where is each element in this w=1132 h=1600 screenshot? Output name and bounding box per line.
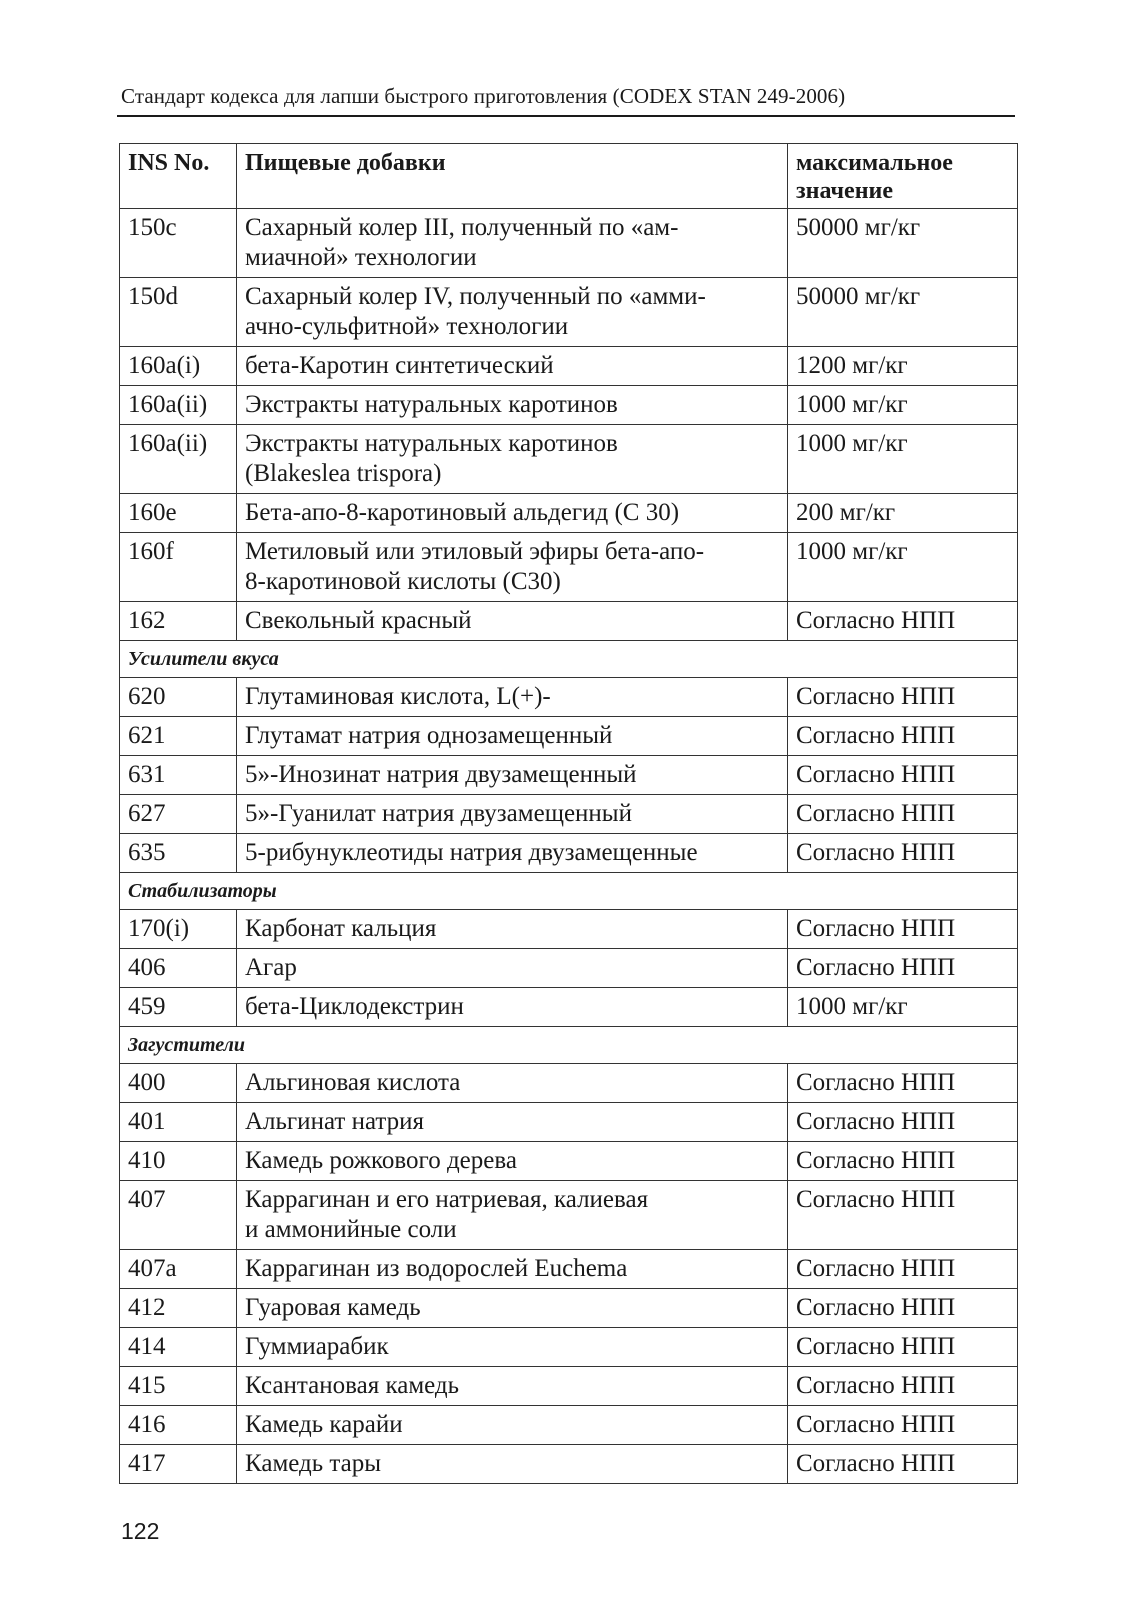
max-value-cell: Согласно НПП [788, 1181, 1018, 1250]
ins-number-cell: 407 [120, 1181, 237, 1250]
ins-number-cell: 150d [120, 278, 237, 347]
additive-name-cell: Свекольный красный [237, 602, 788, 641]
table-row [120, 949, 1018, 988]
ins-number-cell: 406 [120, 949, 237, 988]
max-value-cell: Согласно НПП [788, 602, 1018, 641]
column-header-food-additives: Пищевые добавки [237, 144, 788, 209]
ins-number-cell: 459 [120, 988, 237, 1027]
table-row [120, 209, 1018, 278]
max-value-cell: Согласно НПП [788, 756, 1018, 795]
ins-number-cell: 410 [120, 1142, 237, 1181]
ins-number-cell: 412 [120, 1289, 237, 1328]
table-row [120, 1142, 1018, 1181]
table-row [120, 910, 1018, 949]
table-row [120, 834, 1018, 873]
max-value-cell: Согласно НПП [788, 678, 1018, 717]
additive-name-cell: Каррагинан и его натриевая, калиевая и аммонийные соли [237, 1181, 788, 1250]
max-value-cell: Согласно НПП [788, 1103, 1018, 1142]
additive-name-cell: Камедь тары [237, 1445, 788, 1484]
max-value-cell: 1000 мг/кг [788, 533, 1018, 602]
additive-name-cell: Экстракты натуральных каротинов (Blakeslea trispora) [237, 425, 788, 494]
max-value-cell: Согласно НПП [788, 1064, 1018, 1103]
table-row [120, 795, 1018, 834]
max-value-cell: 200 мг/кг [788, 494, 1018, 533]
max-value-cell: 1000 мг/кг [788, 386, 1018, 425]
additive-name-cell: Камедь рожкового дерева [237, 1142, 788, 1181]
table-row [120, 533, 1018, 602]
additive-name-cell: Гуммиарабик [237, 1328, 788, 1367]
additive-name-cell: Альгиновая кислота [237, 1064, 788, 1103]
ins-number-cell: 417 [120, 1445, 237, 1484]
column-header-max-value: максимальное значение [788, 144, 1018, 209]
max-value-cell: Согласно НПП [788, 1406, 1018, 1445]
additive-name-cell: 5»-Инозинат натрия двузамещенный [237, 756, 788, 795]
additive-name-cell: бета-Циклодекстрин [237, 988, 788, 1027]
max-value-cell: Согласно НПП [788, 910, 1018, 949]
ins-number-cell: 160a(i) [120, 347, 237, 386]
additive-name-cell: 5»-Гуанилат натрия двузамещенный [237, 795, 788, 834]
ins-number-cell: 627 [120, 795, 237, 834]
max-value-cell: 50000 мг/кг [788, 278, 1018, 347]
ins-number-cell: 635 [120, 834, 237, 873]
table-row [120, 1250, 1018, 1289]
table-row [120, 347, 1018, 386]
ins-number-cell: 631 [120, 756, 237, 795]
table-row [120, 1064, 1018, 1103]
additive-name-cell: Бета-апо-8-каротиновый альдегид (С 30) [237, 494, 788, 533]
section-heading: Усилители вкуса [120, 641, 1018, 678]
additive-name-cell: Карбонат кальция [237, 910, 788, 949]
section-row [120, 873, 1018, 910]
additive-name-cell: Сахарный колер IV, полученный по «амми- ачно-сульфитной» технологии [237, 278, 788, 347]
max-value-cell: Согласно НПП [788, 795, 1018, 834]
table-row [120, 1328, 1018, 1367]
max-value-cell: Согласно НПП [788, 1142, 1018, 1181]
food-additives-table [119, 143, 1018, 1484]
max-value-cell: Согласно НПП [788, 834, 1018, 873]
table-row [120, 1289, 1018, 1328]
table-row [120, 678, 1018, 717]
ins-number-cell: 401 [120, 1103, 237, 1142]
ins-number-cell: 160a(ii) [120, 425, 237, 494]
table-row [120, 386, 1018, 425]
max-value-cell: Согласно НПП [788, 949, 1018, 988]
ins-number-cell: 414 [120, 1328, 237, 1367]
additive-name-cell: Глутаминовая кислота, L(+)- [237, 678, 788, 717]
table-row [120, 1445, 1018, 1484]
max-value-cell: Согласно НПП [788, 1445, 1018, 1484]
table-row [120, 425, 1018, 494]
additive-name-cell: Камедь карайи [237, 1406, 788, 1445]
ins-number-cell: 621 [120, 717, 237, 756]
additive-name-cell: Метиловый или этиловый эфиры бета-апо- 8-каротиновой кислоты (С30) [237, 533, 788, 602]
table-row [120, 1406, 1018, 1445]
ins-number-cell: 416 [120, 1406, 237, 1445]
section-heading: Загустители [120, 1027, 1018, 1064]
table-row [120, 717, 1018, 756]
ins-number-cell: 160e [120, 494, 237, 533]
page-number: 122 [121, 1518, 160, 1544]
additive-name-cell: Гуаровая камедь [237, 1289, 788, 1328]
max-value-cell: 50000 мг/кг [788, 209, 1018, 278]
additive-name-cell: Экстракты натуральных каротинов [237, 386, 788, 425]
table-row [120, 278, 1018, 347]
table-row [120, 494, 1018, 533]
additive-name-cell: Агар [237, 949, 788, 988]
max-value-cell: Согласно НПП [788, 717, 1018, 756]
ins-number-cell: 162 [120, 602, 237, 641]
ins-number-cell: 415 [120, 1367, 237, 1406]
running-header: Стандарт кодекса для лапши быстрого приготовления (CODEX STAN 249-2006) [121, 84, 846, 108]
additive-name-cell: Каррагинан из водорослей Euchema [237, 1250, 788, 1289]
table-row [120, 756, 1018, 795]
ins-number-cell: 407a [120, 1250, 237, 1289]
table-row [120, 1367, 1018, 1406]
additive-name-cell: Сахарный колер III, полученный по «ам- миачной» технологии [237, 209, 788, 278]
ins-number-cell: 620 [120, 678, 237, 717]
table-header [120, 144, 1018, 209]
additive-name-cell: Ксантановая камедь [237, 1367, 788, 1406]
column-header-ins-no: INS No. [120, 144, 237, 209]
max-value-cell: 1200 мг/кг [788, 347, 1018, 386]
additive-name-cell: 5-рибунуклеотиды натрия двузамещенные [237, 834, 788, 873]
max-value-cell: Согласно НПП [788, 1289, 1018, 1328]
additive-name-cell: Глутамат натрия однозамещенный [237, 717, 788, 756]
ins-number-cell: 170(i) [120, 910, 237, 949]
table-row [120, 988, 1018, 1027]
ins-number-cell: 400 [120, 1064, 237, 1103]
section-row [120, 641, 1018, 678]
max-value-cell: Согласно НПП [788, 1367, 1018, 1406]
table-body [120, 209, 1018, 1484]
additive-name-cell: бета-Каротин синтетический [237, 347, 788, 386]
header-rule [117, 115, 1015, 117]
max-value-cell: 1000 мг/кг [788, 988, 1018, 1027]
section-row [120, 1027, 1018, 1064]
table-row [120, 602, 1018, 641]
max-value-cell: Согласно НПП [788, 1328, 1018, 1367]
additive-name-cell: Альгинат натрия [237, 1103, 788, 1142]
table-header-row [120, 144, 1018, 209]
table-row [120, 1181, 1018, 1250]
table-row [120, 1103, 1018, 1142]
ins-number-cell: 160a(ii) [120, 386, 237, 425]
ins-number-cell: 150c [120, 209, 237, 278]
max-value-cell: 1000 мг/кг [788, 425, 1018, 494]
section-heading: Стабилизаторы [120, 873, 1018, 910]
ins-number-cell: 160f [120, 533, 237, 602]
max-value-cell: Согласно НПП [788, 1250, 1018, 1289]
